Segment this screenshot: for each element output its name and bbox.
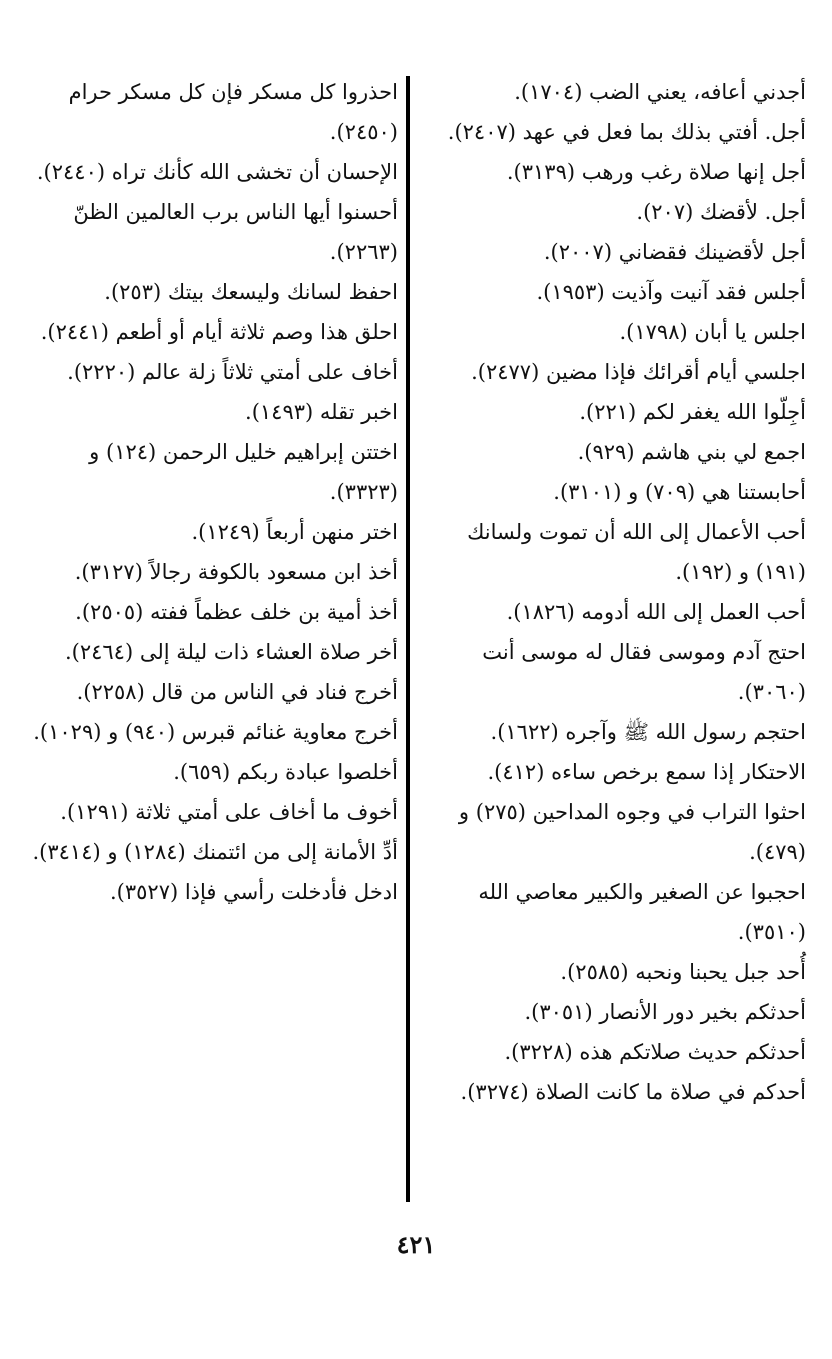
index-entry: أخرج معاوية غنائم قبرس (٩٤٠) و (١٠٢٩). bbox=[33, 720, 398, 744]
index-entry: أحب الأعمال إلى الله أن تموت ولسانك (١٩١) و (١٩٢). bbox=[467, 520, 806, 584]
index-entry: أخذ أمية بن خلف عظماً ففته (٢٥٠٥). bbox=[75, 600, 398, 624]
index-entry: احتج آدم وموسى فقال له موسى أنت (٣٠٦٠). bbox=[482, 640, 806, 704]
index-entry: اجمع لي بني هاشم (٩٢٩). bbox=[577, 440, 806, 464]
index-entry: احتجم رسول الله ﷺ وآجره (١٦٢٢). bbox=[490, 720, 806, 744]
index-entry: أُحد جبل يحبنا ونحبه (٢٥٨٥). bbox=[560, 960, 806, 984]
index-entry: اجلس يا أبان (١٧٩٨). bbox=[619, 320, 806, 344]
index-entry: الإحسان أن تخشى الله كأنك تراه (٢٤٤٠). bbox=[36, 160, 398, 184]
index-entry: أحابستنا هي (٧٠٩) و (٣١٠١). bbox=[553, 480, 806, 504]
index-entry: أخذ ابن مسعود بالكوفة رجالاً (٣١٢٧). bbox=[74, 560, 398, 584]
index-entry: اجلسي أيام أقرائك فإذا مضين (٢٤٧٧). bbox=[471, 360, 806, 384]
index-entry: احذروا كل مسكر فإن كل مسكر حرام (٢٤٥٠). bbox=[68, 80, 398, 144]
page-number: ٤٢١ bbox=[396, 1230, 436, 1259]
index-entry: ادخل فأدخلت رأسي فإذا (٣٥٢٧). bbox=[109, 880, 398, 904]
index-entry: اختتن إبراهيم خليل الرحمن (١٢٤) و (٣٣٢٣). bbox=[89, 440, 398, 504]
index-entry: أدِّ الأمانة إلى من ائتمنك (١٢٨٤) و (٣٤١٤). bbox=[32, 840, 398, 864]
index-entry: أخوف ما أخاف على أمتي ثلاثة (١٢٩١). bbox=[60, 800, 398, 824]
index-entry: أحدثكم حديث صلاتكم هذه (٣٢٢٨). bbox=[504, 1040, 806, 1064]
index-column-left bbox=[18, 72, 398, 912]
index-entry: الاحتكار إذا سمع برخص ساءه (٤١٢). bbox=[487, 760, 806, 784]
column-divider bbox=[406, 76, 410, 1202]
index-entry: احلق هذا وصم ثلاثة أيام أو أطعم (٢٤٤١). bbox=[40, 320, 398, 344]
index-entry: احفظ لسانك وليسعك بيتك (٢٥٣). bbox=[104, 280, 398, 304]
index-entry: احجبوا عن الصغير والكبير معاصي الله (٣٥١٠). bbox=[478, 880, 806, 944]
index-entry: أخاف على أمتي ثلاثاً زلة عالم (٢٢٢٠). bbox=[67, 360, 398, 384]
index-entry: أخلصوا عبادة ربكم (٦٥٩). bbox=[173, 760, 398, 784]
index-entry: أحدكم في صلاة ما كانت الصلاة (٣٢٧٤). bbox=[460, 1080, 806, 1104]
index-entry: أجلس فقد آنيت وآذيت (١٩٥٣). bbox=[536, 280, 806, 304]
index-entry: أجدني أعافه، يعني الضب (١٧٠٤). bbox=[514, 80, 806, 104]
index-entry: أجل إنها صلاة رغب ورهب (٣١٣٩). bbox=[506, 160, 806, 184]
index-entry: اختر منهن أربعاً (١٢٤٩). bbox=[191, 520, 398, 544]
index-entry: أحب العمل إلى الله أدومه (١٨٢٦). bbox=[506, 600, 806, 624]
index-entry: أحسنوا أيها الناس برب العالمين الظنّ (٢٢٦٣). bbox=[73, 200, 398, 264]
index-entry: أجل لأقضينك فقضاني (٢٠٠٧). bbox=[543, 240, 806, 264]
index-entry: احثوا التراب في وجوه المداحين (٢٧٥) و (٤٧٩). bbox=[458, 800, 806, 864]
index-entry: أجِلّوا الله يغفر لكم (٢٢١). bbox=[579, 400, 806, 424]
index-entry: أخرج فناد في الناس من قال (٢٢٥٨). bbox=[76, 680, 398, 704]
index-column-right bbox=[426, 72, 806, 1112]
index-entry: أحدثكم بخير دور الأنصار (٣٠٥١). bbox=[524, 1000, 806, 1024]
index-entry: أجل. لأقضك (٢٠٧). bbox=[636, 200, 806, 224]
index-entry: أخر صلاة العشاء ذات ليلة إلى (٢٤٦٤). bbox=[64, 640, 398, 664]
index-entry: اخبر تقله (١٤٩٣). bbox=[245, 400, 398, 424]
index-entry: أجل. أفتي بذلك بما فعل في عهد (٢٤٠٧). bbox=[447, 120, 806, 144]
